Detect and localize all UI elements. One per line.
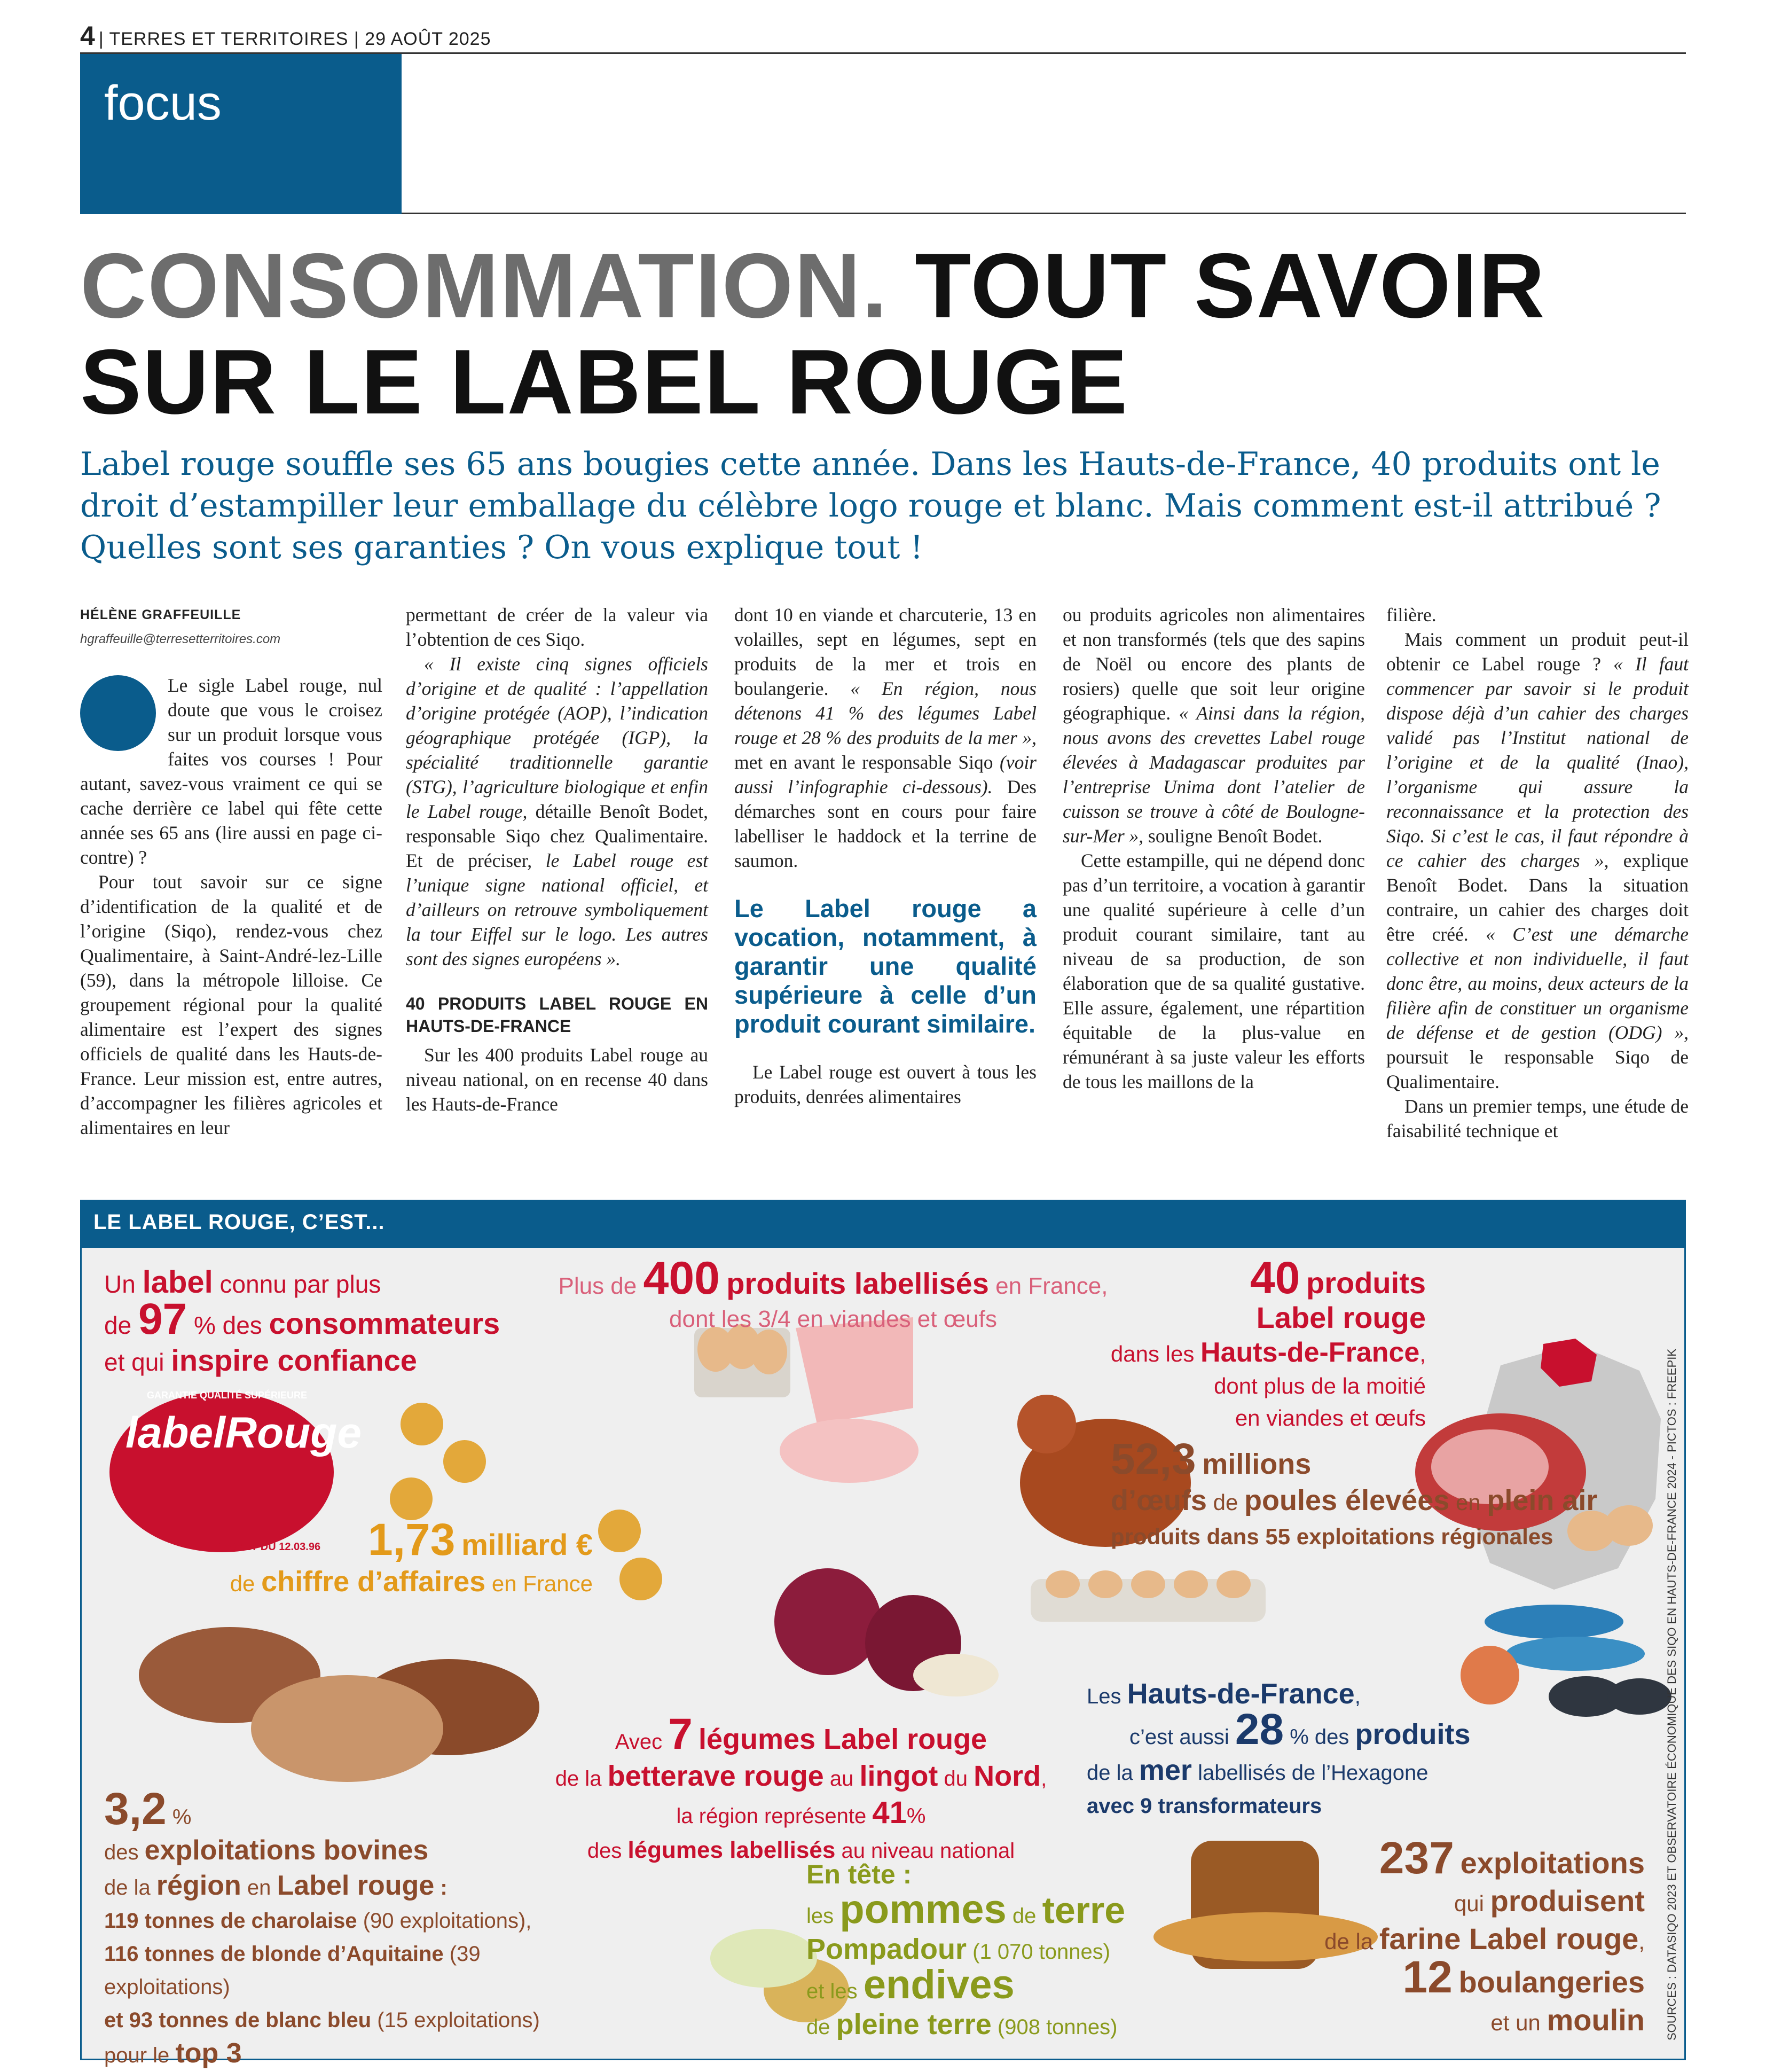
stat-revenue: 1,73 milliard € de chiffre d’affaires en France <box>230 1514 593 1598</box>
beetroot-icon <box>774 1568 881 1675</box>
headline-line2: SUR LE LABEL ROUGE <box>80 331 1129 433</box>
standfirst: Label rouge souffle ses 65 ans bougies cette année. Dans les Hauts-de-France, 40 produits ont le droit d’estampiller leur emballage du célèbre logo rouge et blanc. Mais comment est-il attribué ? Quelles sont ses garanties ? On vous explique tout ! <box>80 445 1661 566</box>
pull-quote: Le Label rouge a vocation, notamment, à garantir une qualité supérieure à celle d’un produit courant similaire. <box>734 894 1037 1038</box>
infographic-title: LE LABEL ROUGE, C’EST... <box>93 1210 385 1234</box>
quote: « En région, nous détenons 41 % des légumes Label rouge et 28 % des produits de la mer », <box>734 678 1037 748</box>
section-label: focus <box>104 76 222 130</box>
quote: « Il existe cinq signes officiels d’origine et de qualité : l’appellation d’origine protégée (AOP), l’indication géographique protégée (IGP), la spécialité traditionnelle garantie (STG), l’agriculture biologique et enfin le Label rouge, <box>406 653 708 822</box>
stat-eggs: 52,3 millions d’œufs de poules élevées en plein air produits dans 55 exploitations régionales <box>1111 1435 1598 1549</box>
paragraph-text: souligne Benoît Bodet. <box>1148 825 1323 847</box>
endive-icon <box>710 1929 817 1988</box>
paragraph-text: dont 10 en viande et charcuterie, 13 en volailles, sept en légumes, sept en produits de la mer et trois en boulangerie. <box>734 604 1037 699</box>
paragraph: permettant de créer de la valeur via l’obtention de ces Siqo. <box>406 604 708 650</box>
quote: « C’est une démarche collective et non individuelle, il faut donc être, au moins, deux acteurs de la filière afin de constituer un organisme de défense et de gestion (ODG) », <box>1386 924 1689 1043</box>
page-number: 4 <box>80 21 96 51</box>
publication-line: | TERRES ET TERRITOIRES | 29 AOÛT 2025 <box>98 29 491 49</box>
logo-wordmark <box>125 1408 362 1458</box>
article-column-3 <box>734 603 1037 1109</box>
headline-kicker: CONSOMMATION. <box>80 234 889 337</box>
paragraph-text: ou produits agricoles non alimentaires et non transformés (tels que des sapins de Noël ou encore des plants de rosiers) quelle que soit leur origine géographique. <box>1063 604 1365 724</box>
sources-credit: SOURCES : DATASIQO 2023 ET OBSERVATOIRE ÉCONOMIQUE DES SIQO EN HAUTS-DE-FRANCE 2024 - PICTOS : FREEPIK <box>1665 1348 1678 2040</box>
article-column-1 <box>80 603 382 1140</box>
quote: « Il faut commencer par savoir si le produit dispose déjà d’un cahier des charges validé pas l’Institut national de l’origine et de la qualité (Inao), l’organisme qui assure la reconnaissance et la protection des Siqo. Si c’est le cas, il faut répondre à ce cahier des charges », <box>1386 653 1689 871</box>
logo-decret: DÉCRET DU 12.03.96 <box>214 1541 321 1553</box>
beans-icon <box>913 1654 999 1696</box>
folio <box>80 20 491 51</box>
logo-word-label: label <box>125 1409 225 1457</box>
headline <box>80 234 1736 433</box>
headline-line1: TOUT SAVOIR <box>915 234 1546 337</box>
quote: « Ainsi dans la région, nous avons des crevettes Label rouge élevées à Madagascar produites par l’entreprise Unima dont l’atelier de cuisson se trouve à côté de Boulogne-sur-Mer », <box>1063 702 1365 847</box>
stat-potatoes-endives: En tête : les pommes de terre Pompadour (1 070 tonnes) et les endives de pleine terre (908 tonnes) <box>806 1859 1126 2040</box>
author-email: hgraffeuille@terresetterritoires.com <box>80 632 281 646</box>
aside-ref: (voir aussi l’infographie ci-dessous). <box>734 752 1037 797</box>
paragraph-text: explique Benoît Bodet. Dans la situation contraire, un cahier des charges doit être créé. <box>1386 850 1689 945</box>
logo-word-rouge: Rouge <box>225 1409 362 1457</box>
paragraph: Pour tout savoir sur ce signe d’identification de la qualité et de l’origine (Siqo), rendez-vous chez Qualimentaire, à Saint-André-lez-Lille (59), dans la métropole lilloise. Ce groupement régional pour la qualité alimentaire est l’expert des signes officiels de qualité dans les Hauts-de-France. Leur mission est, entre autres, d’accompagner les filières agricoles et alimentaires en leur <box>80 871 382 1138</box>
section-box <box>80 54 402 214</box>
article-column-5 <box>1386 603 1689 1143</box>
quote: le Label rouge est l’unique signe national officiel, et d’ailleurs on retrouve symboliquement la tour Eiffel sur le logo. Les autres sont des signes européens ». <box>406 850 709 969</box>
header-rule-bottom <box>402 213 1686 214</box>
article-column-2 <box>406 603 708 1116</box>
paragraph-text: Des démarches sont en cours pour faire labelliser le haddock et la terrine de saumon. <box>734 776 1037 871</box>
stat-40-products-hdf: 40 produits Label rouge dans les Hauts-de-France, dont plus de la moitié en viandes et œufs <box>1110 1253 1426 1430</box>
paragraph: Le Label rouge est ouvert à tous les produits, denrées alimentaires <box>734 1061 1037 1107</box>
stat-seafood: Les Hauts-de-France, c’est aussi 28 % des produits de la mer labellisés de l’Hexagone avec 9 transformateurs <box>1087 1678 1471 1818</box>
paragraph-text: Mais comment un produit peut-il obtenir ce Label rouge ? <box>1386 629 1689 675</box>
stat-consumers: Un label connu par plus de 97 % des consommateurs et qui inspire confiance <box>104 1265 500 1377</box>
article-column-4 <box>1063 603 1365 1094</box>
dropcap-circle <box>80 675 156 751</box>
logo-arc-text: GARANTIE QUALITÉ SUPÉRIEURE <box>147 1390 308 1401</box>
stat-cattle: 3,2 % des exploitations bovines de la région en Label rouge : 119 tonnes de charolaise (90 exploitations), 116 tonnes de blonde d’Aquitaine (39 exploitations) et 93 tonnes de blanc bleu (15 exploitations) pour le top 3 <box>104 1784 540 2069</box>
coin-icon <box>401 1403 443 1445</box>
stat-flour: 237 exploitations qui produisent de la farine Label rouge, 12 boulangeries et un moulin <box>1324 1833 1645 2037</box>
subheading: 40 PRODUITS LABEL ROUGE EN HAUTS-DE-FRANCE <box>406 994 708 1036</box>
stat-vegetables: Avec 7 légumes Label rouge de la betterave rouge au lingot du Nord, la région représente 41% des légumes labellisés au niveau national <box>555 1710 1047 1863</box>
paragraph: Dans un premier temps, une étude de faisabilité technique et <box>1386 1096 1689 1141</box>
paragraph-text: détaille Benoît Bodet, responsable Siqo chez Qualimentaire. Et de préciser, <box>406 801 708 871</box>
paragraph-text: poursuit le responsable Siqo de Qualimentaire. <box>1386 1046 1689 1092</box>
author-name: HÉLÈNE GRAFFEUILLE <box>80 607 241 622</box>
paragraph: filière. <box>1386 604 1437 625</box>
paragraph: Cette estampille, qui ne dépend donc pas d’un territoire, a vocation à garantir une qualité supérieure à celle d’un produit courant similaire, tant au niveau de sa production, de son élaboration que de sa qualité gustative. Elle assure, également, une répartition équitable de la plus-value en rémunérant à sa juste valeur les efforts de tous les maillons de la <box>1063 850 1365 1092</box>
paragraph-text: met en avant le responsable Siqo <box>734 752 993 773</box>
stat-400-products: Plus de 400 produits labellisés en France, dont les 3/4 en viandes et œufs <box>558 1253 1108 1332</box>
fish-icon <box>1485 1605 1623 1639</box>
paragraph: Sur les 400 produits Label rouge au niveau national, on en recense 40 dans les Hauts-de-France <box>406 1044 708 1115</box>
paragraph: Le sigle Label rouge, nul doute que vous le croisez sur un produit lorsque vous faites vos courses ! Pour autant, savez-vous vraiment ce qui se cache derrière ce label qui fête cette année ses 65 ans (lire aussi en page ci-contre) ? <box>80 675 382 868</box>
